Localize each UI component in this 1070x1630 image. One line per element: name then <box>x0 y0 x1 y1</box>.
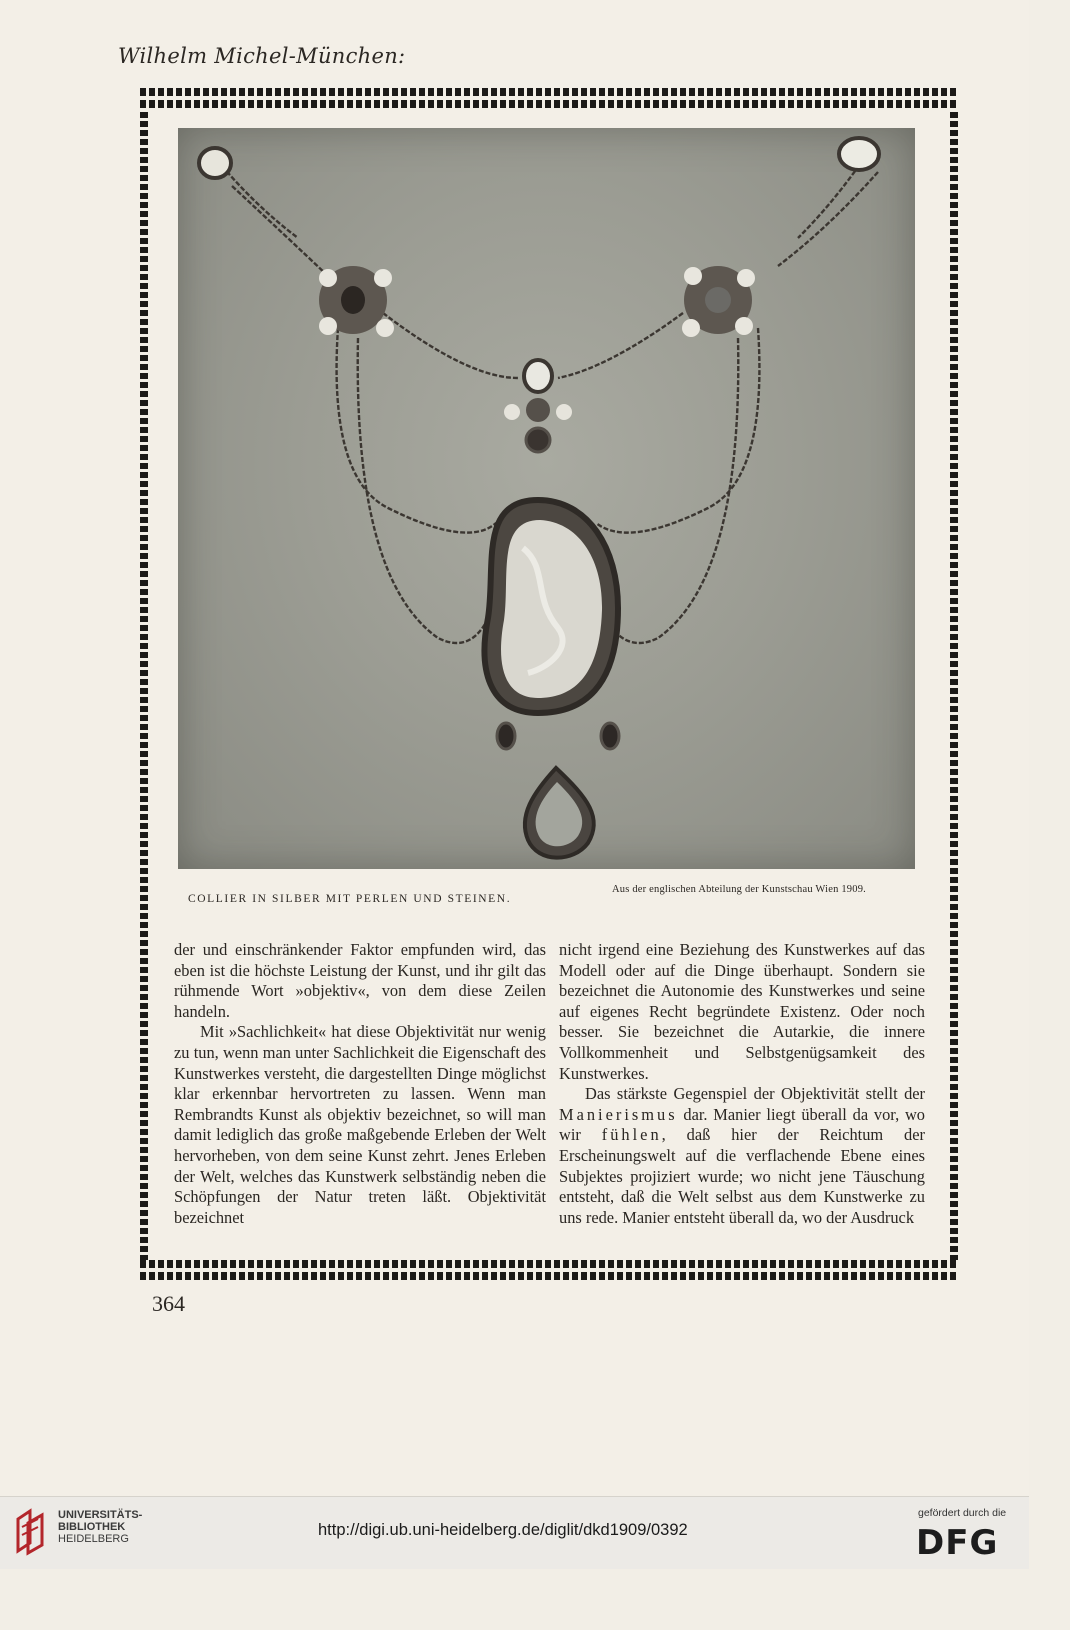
baroque-pearl-pendant <box>485 500 619 749</box>
necklace-photograph <box>178 128 915 869</box>
library-name-line: UNIVERSITÄTS- <box>58 1509 143 1521</box>
dfg-logo: DFG <box>916 1523 999 1563</box>
library-name-line: BIBLIOTHEK <box>58 1521 126 1533</box>
decorative-border-bottom <box>140 1272 958 1280</box>
emphasis-spaced: fühlen <box>601 1125 662 1145</box>
text-column-right <box>559 940 925 1228</box>
paragraph: nicht irgend eine Beziehung des Kunstwerkes auf das Modell oder auf die Dinge überhaupt. Sondern sie bezeichnet die Autonomie des Kunstwerkes und seine auf eigenes Recht begründete Existenz. Oder noch besser. Sie bezeichnet die Autarkie, die innere Vollkommenheit und Selbstgenügsamkeit des Kunstwerkes. <box>559 940 925 1083</box>
decorative-border-left <box>140 112 148 1260</box>
text-column-left <box>174 940 546 1228</box>
text-run: Das stärkste Gegenspiel der Objektivität stellt der <box>585 1084 925 1104</box>
left-rosette <box>319 266 394 337</box>
library-name-line: HEIDELBERG <box>58 1533 129 1545</box>
ub-heidelberg-logo-icon <box>12 1505 52 1557</box>
text-run: dar. Manier liegt überall da vor, wo wir <box>559 1104 925 1145</box>
digital-library-footer <box>0 1496 1029 1569</box>
emphasis-spaced: Manierismus <box>559 1104 678 1124</box>
funding-note: gefördert durch die <box>918 1507 1007 1519</box>
paragraph: Mit »Sachlichkeit« hat diese Objektivität nur wenig zu tun, wenn man unter Sachlichkeit die Eigenschaft des Kunstwerkes versteht, die dargestellten Dinge möglichst klar erkennbar hervortreten zu lassen. Wenn man Rembrandts Kunst als objektiv bezeichnet, so will man damit lediglich das große maßgebende Erleben der Welt hervorheben, von dem seine Kunst zehrt. Jenes Erleben der Welt, welches das Kunstwerk selbständig neben die Schöpfungen der Natur treten läßt. Objektivität bezeichnet <box>174 1022 546 1227</box>
decorative-border-right <box>950 112 958 1260</box>
necklace-illustration <box>178 128 915 869</box>
permalink-url[interactable]: http://digi.ub.uni-heidelberg.de/diglit/dkd1909/0392 <box>318 1521 688 1539</box>
paragraph <box>559 1084 925 1228</box>
library-name <box>58 1509 142 1545</box>
decorative-border-bottom-inner <box>140 1260 958 1268</box>
running-title: Wilhelm Michel-München: <box>118 44 406 68</box>
text-run: , daß hier der Reichtum der Erscheinungswelt auf die verflachende Ebene eines Subjektes projiziert wurde; wo nicht jene Täuschung entsteht, daß die Welt selbst aus dem Kunstwerke zu uns rede. Manier entsteht überall da, wo der Ausdruck <box>559 1125 925 1227</box>
page-number: 364 <box>152 1291 185 1316</box>
right-rosette <box>682 266 755 337</box>
decorative-border-top <box>140 88 958 96</box>
paragraph: der und einschränkender Faktor empfunden wird, das eben ist die höchste Leistung der Kunst, und ihr gilt das rühmende Wort »objektiv«, von dem diese Zeilen handeln. <box>174 940 546 1021</box>
decorative-border-top-inner <box>140 100 958 108</box>
figure-credit: Aus der englischen Abteilung der Kunstschau Wien 1909. <box>612 884 866 895</box>
figure-caption: COLLIER IN SILBER MIT PERLEN UND STEINEN. <box>188 893 512 905</box>
teardrop-stone <box>525 768 594 858</box>
